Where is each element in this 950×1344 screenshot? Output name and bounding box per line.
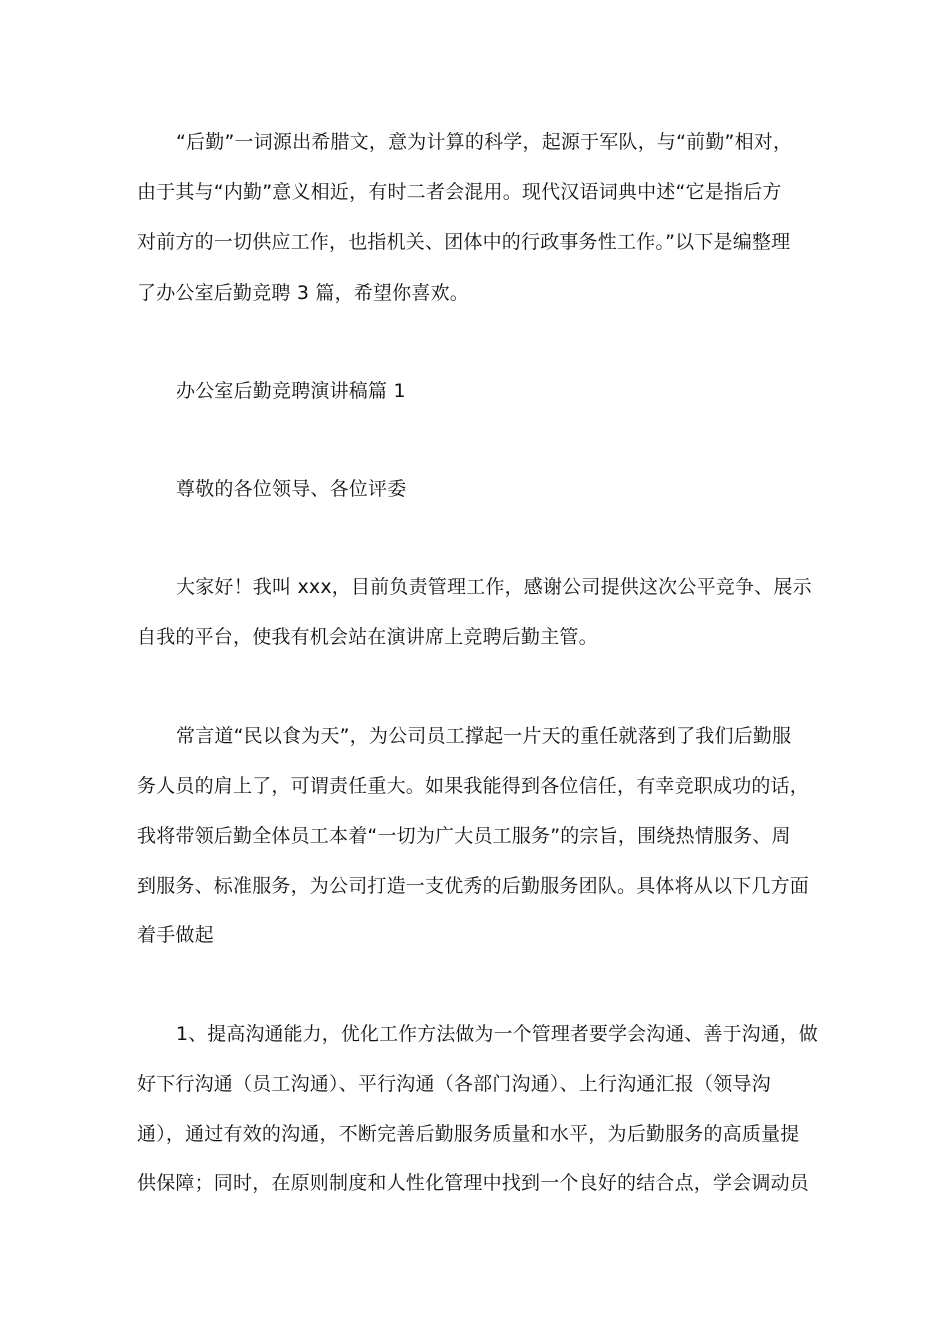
- salutation: 尊敬的各位领导、各位评委: [176, 478, 407, 500]
- section-title: 办公室后勤竞聘演讲稿篇 1: [176, 380, 406, 402]
- paragraph1-line-2: 自我的平台，使我有机会站在演讲席上竞聘后勤主管。: [137, 626, 598, 648]
- paragraph3-line-1: 1、提高沟通能力，优化工作方法做为一个管理者要学会沟通、善于沟通，做: [176, 1023, 819, 1045]
- paragraph3-line-2: 好下行沟通（员工沟通）、平行沟通（各部门沟通）、上行沟通汇报（领导沟: [137, 1073, 771, 1095]
- paragraph1-line-1: 大家好！我叫 xxx，目前负责管理工作，感谢公司提供这次公平竞争、展示: [176, 576, 812, 598]
- intro-line-4: 了办公室后勤竞聘 3 篇，希望你喜欢。: [137, 282, 469, 304]
- intro-line-1: “后勤”一词源出希腊文，意为计算的科学，起源于军队，与“前勤”相对，: [176, 131, 793, 153]
- paragraph2-line-5: 着手做起: [137, 924, 214, 946]
- paragraph2-line-3: 我将带领后勤全体员工本着“一切为广大员工服务”的宗旨，围绕热情服务、周: [137, 825, 791, 847]
- paragraph2-line-2: 务人员的肩上了，可谓责任重大。如果我能得到各位信任，有幸竞职成功的话，: [137, 775, 810, 797]
- paragraph3-line-4: 供保障；同时，在原则制度和人性化管理中找到一个良好的结合点，学会调动员: [137, 1172, 810, 1194]
- intro-line-2: 由于其与“内勤”意义相近，有时二者会混用。现代汉语词典中述“它是指后方: [137, 181, 782, 203]
- paragraph2-line-4: 到服务、标准服务，为公司打造一支优秀的后勤服务团队。具体将从以下几方面: [137, 875, 810, 897]
- paragraph2-line-1: 常言道“民以食为天”，为公司员工撑起一片天的重任就落到了我们后勤服: [176, 725, 792, 747]
- intro-line-3: 对前方的一切供应工作，也指机关、团体中的行政事务性工作。”以下是编整理: [137, 231, 791, 253]
- paragraph3-line-3: 通），通过有效的沟通，不断完善后勤服务质量和水平，为后勤服务的高质量提: [137, 1123, 800, 1145]
